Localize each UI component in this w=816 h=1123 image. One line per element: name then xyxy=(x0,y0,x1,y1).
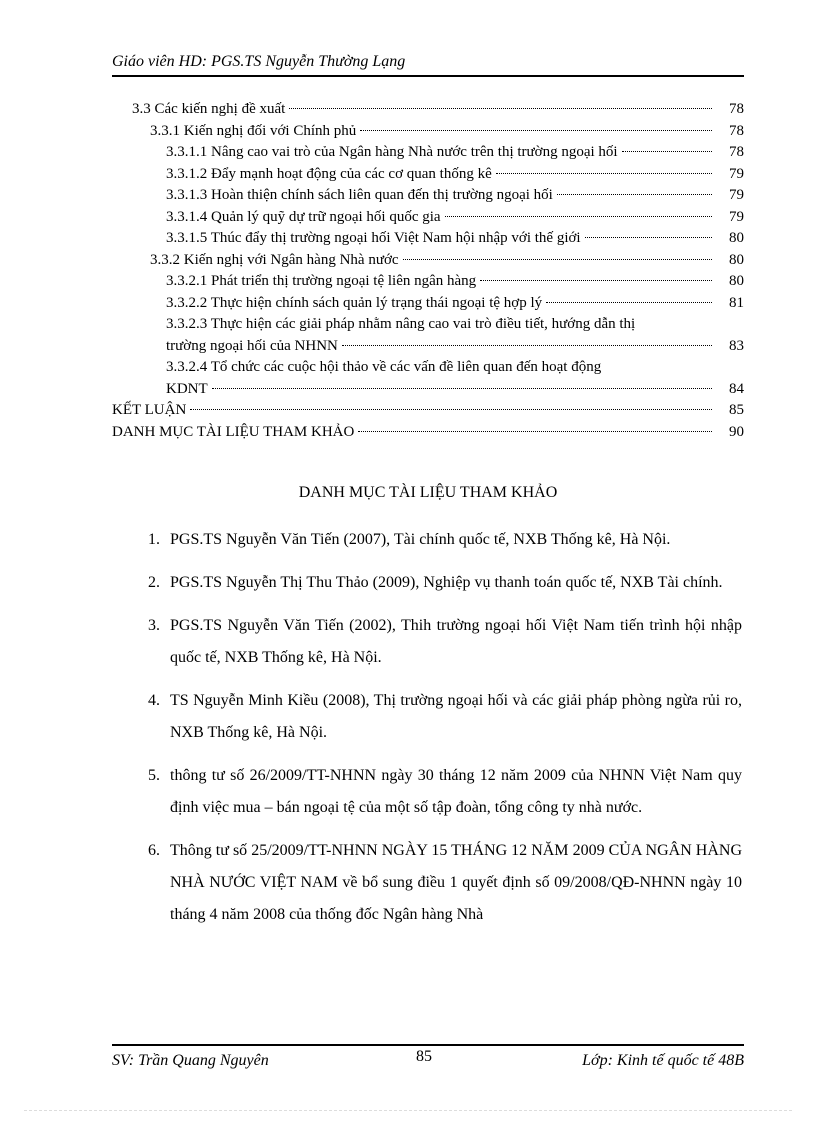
toc-leader-dots xyxy=(445,215,712,217)
toc-entry-title: 3.3.1.5 Thúc đẩy thị trường ngoại hối Việt Nam hội nhập với thế giới xyxy=(166,230,581,246)
toc-entry-page: 79 xyxy=(729,165,744,182)
toc-leader-dots xyxy=(342,344,712,346)
toc-leader-dots xyxy=(289,107,712,109)
toc-leader-dots xyxy=(557,193,712,195)
reference-item xyxy=(112,610,742,674)
toc-entry-title: 3.3.1.4 Quản lý quỹ dự trữ ngoại hối quốc gia xyxy=(166,208,441,225)
toc-entry-page: 84 xyxy=(729,380,744,397)
reference-number: 4. xyxy=(148,692,160,709)
reference-number: 1. xyxy=(148,531,160,548)
reference-item xyxy=(112,685,742,749)
toc-entry-title: DANH MỤC TÀI LIỆU THAM KHẢO xyxy=(112,423,355,440)
reference-text: PGS.TS Nguyễn Thị Thu Thảo (2009), Nghiệp vụ thanh toán quốc tế, NXB Tài chính. xyxy=(170,574,723,591)
toc-entry-page: 78 xyxy=(729,122,744,139)
toc-entry-page: 80 xyxy=(729,230,744,246)
reference-item xyxy=(112,760,742,824)
toc-entry[interactable] xyxy=(112,273,744,295)
toc-entry-page: 80 xyxy=(729,251,744,268)
header-rule xyxy=(112,75,744,77)
header-teacher: Giáo viên HD: PGS.TS Nguyễn Thường Lạng xyxy=(112,53,406,70)
reference-text: thông tư số 26/2009/TT-NHNN ngày 30 tháng 12 năm 2009 của NHNN Việt Nam quy định việc mua – bán ngoại tệ của một số tập đoàn, tổng công ty nhà nước. xyxy=(170,767,742,816)
toc-leader-dots xyxy=(480,279,712,281)
toc-entry-page: 78 xyxy=(729,144,744,160)
toc-entry[interactable] xyxy=(112,166,744,188)
page-number: 85 xyxy=(416,1048,432,1065)
toc-entry-page: 85 xyxy=(729,402,744,418)
toc-entry[interactable] xyxy=(112,252,744,274)
toc-entry-title: KDNT xyxy=(166,380,208,397)
toc-entry-title: 3.3.2 Kiến nghị với Ngân hàng Nhà nước xyxy=(150,251,399,268)
toc-entry-page: 83 xyxy=(729,337,744,354)
toc-entry-page: 81 xyxy=(729,294,744,311)
toc-leader-dots xyxy=(546,301,712,303)
toc-leader-dots xyxy=(496,172,712,174)
reference-text: PGS.TS Nguyễn Văn Tiến (2002), Thih trường ngoại hối Việt Nam tiến trình hội nhập quốc tế, NXB Thống kê, Hà Nội. xyxy=(170,617,742,666)
toc-entry-title: 3.3.2.2 Thực hiện chính sách quản lý trạng thái ngoại tệ hợp lý xyxy=(166,294,543,311)
toc-entry-line2[interactable] xyxy=(112,338,744,360)
toc-entry-page: 80 xyxy=(729,273,744,289)
toc-entry-line1[interactable] xyxy=(112,359,744,381)
reference-number: 6. xyxy=(148,842,160,859)
toc-entry-title: 3.3 Các kiến nghị đề xuất xyxy=(132,101,286,117)
reference-number: 2. xyxy=(148,574,160,591)
toc-leader-dots xyxy=(358,430,712,432)
toc-leader-dots xyxy=(360,129,712,131)
toc-entry-page: 90 xyxy=(729,423,744,440)
toc-entry-title: 3.3.1.1 Nâng cao vai trò của Ngân hàng Nhà nước trên thị trường ngoại hối xyxy=(166,144,618,160)
toc-entry-title: trường ngoại hối của NHNN xyxy=(166,337,338,354)
page-bottom-border xyxy=(24,1110,792,1111)
toc-entry-line1[interactable] xyxy=(112,316,744,338)
toc-entry-title: 3.3.2.3 Thực hiện các giải pháp nhằm nâng cao vai trò điều tiết, hướng dẫn thị xyxy=(166,316,636,332)
reference-number: 5. xyxy=(148,767,160,784)
toc-entry[interactable] xyxy=(112,123,744,145)
table-of-contents xyxy=(112,101,744,445)
toc-entry-title: 3.3.1.3 Hoàn thiện chính sách liên quan đến thị trường ngoại hối xyxy=(166,187,553,203)
reference-item xyxy=(112,835,742,931)
toc-entry-page: 79 xyxy=(729,187,744,203)
toc-entry-title: 3.3.1 Kiến nghị đối với Chính phủ xyxy=(150,122,357,139)
toc-entry-title: 3.3.1.2 Đẩy mạnh hoạt động của các cơ quan thống kê xyxy=(166,165,492,182)
toc-entry-line2[interactable] xyxy=(112,381,744,403)
references-title: DANH MỤC TÀI LIỆU THAM KHẢO xyxy=(298,484,558,501)
toc-entry[interactable] xyxy=(112,209,744,231)
toc-entry[interactable] xyxy=(112,101,744,123)
toc-leader-dots xyxy=(403,258,712,260)
reference-text: Thông tư số 25/2009/TT-NHNN NGÀY 15 THÁNG 12 NĂM 2009 CỦA NGÂN HÀNG NHÀ NƯỚC VIỆT NAM về bổ sung điều 1 quyết định số 09/2008/QĐ-NHNN ngày 10 tháng 4 năm 2008 của thống đốc Ngân hàng Nhà xyxy=(170,842,742,923)
reference-item xyxy=(112,524,742,556)
toc-entry-title: KẾT LUẬN xyxy=(112,402,187,418)
toc-entry[interactable] xyxy=(112,230,744,252)
toc-entry-page: 78 xyxy=(729,101,744,117)
reference-text: PGS.TS Nguyễn Văn Tiến (2007), Tài chính quốc tế, NXB Thống kê, Hà Nội. xyxy=(170,531,671,548)
reference-text: TS Nguyễn Minh Kiều (2008), Thị trường ngoại hối và các giải pháp phòng ngừa rủi ro, NXB Thống kê, Hà Nội. xyxy=(170,692,742,741)
reference-number: 3. xyxy=(148,617,160,634)
toc-entry-title: 3.3.2.4 Tổ chức các cuộc hội thảo về các vấn đề liên quan đến hoạt động xyxy=(166,359,602,375)
toc-leader-dots xyxy=(622,150,712,152)
footer-student: SV: Trần Quang Nguyên xyxy=(112,1052,269,1069)
footer-rule xyxy=(112,1044,744,1046)
toc-entry[interactable] xyxy=(112,295,744,317)
toc-leader-dots xyxy=(585,236,712,238)
page-footer xyxy=(112,1048,744,1074)
page-header xyxy=(112,52,744,72)
toc-entry[interactable] xyxy=(112,187,744,209)
toc-entry-title: 3.3.2.1 Phát triển thị trường ngoại tệ liên ngân hàng xyxy=(166,273,477,289)
toc-leader-dots xyxy=(212,387,712,389)
toc-entry-top[interactable] xyxy=(112,424,744,446)
toc-entry[interactable] xyxy=(112,144,744,166)
toc-entry-page: 79 xyxy=(729,208,744,225)
reference-item xyxy=(112,567,742,599)
toc-entry-top[interactable] xyxy=(112,402,744,424)
footer-class: Lớp: Kinh tế quốc tế 48B xyxy=(582,1052,744,1069)
references-list xyxy=(112,524,742,942)
toc-leader-dots xyxy=(190,408,712,410)
